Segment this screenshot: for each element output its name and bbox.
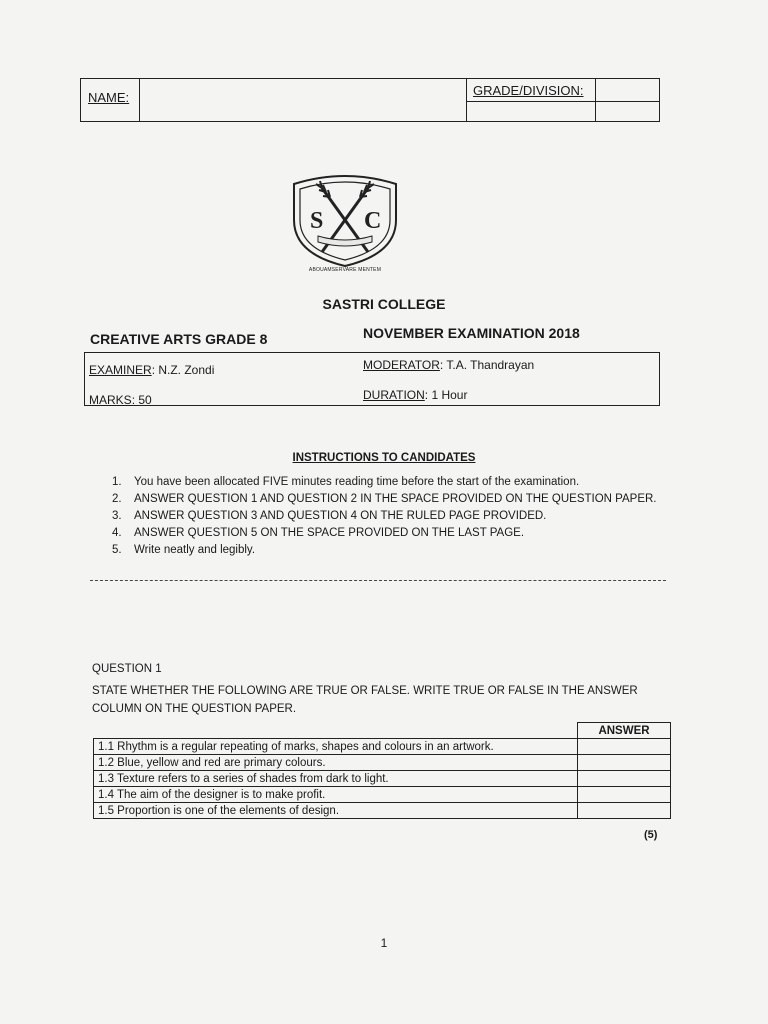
duration-value: : 1 Hour: [424, 388, 468, 402]
instruction-item: 2. ANSWER QUESTION 1 AND QUESTION 2 IN THE SPACE PROVIDED ON THE QUESTION PAPER.: [112, 493, 657, 505]
table-row: [94, 739, 671, 755]
name-label: NAME:: [88, 90, 130, 105]
grade-value-cell[interactable]: [595, 79, 596, 121]
answer-cell[interactable]: [578, 739, 671, 755]
crest-motto: ABOUAMSERVARE MENTEM: [308, 267, 382, 273]
question-1-heading: QUESTION 1: [92, 663, 162, 675]
marks-row: [89, 393, 152, 407]
answer-table: [93, 722, 671, 819]
grade-label-cell: [466, 79, 467, 121]
section-divider: [90, 580, 666, 581]
exam-info-box: [84, 352, 660, 406]
page-number: 1: [380, 936, 388, 950]
instruction-item: 5. Write neatly and legibly.: [112, 544, 256, 556]
instruction-item: 3. ANSWER QUESTION 3 AND QUESTION 4 ON THE RULED PAGE PROVIDED.: [112, 510, 547, 522]
table-row: [94, 755, 671, 771]
answer-cell[interactable]: [578, 755, 671, 771]
examiner-row: [89, 363, 214, 377]
crest-letter-c: C: [364, 208, 382, 234]
question-1-instruction: STATE WHETHER THE FOLLOWING ARE TRUE OR FALSE. WRITE TRUE OR FALSE IN THE ANSWER COLUMN ON THE QUESTION PAPER.: [92, 685, 638, 715]
instruction-item: 4. ANSWER QUESTION 5 ON THE SPACE PROVIDED ON THE LAST PAGE.: [112, 527, 525, 539]
marks-label: MARKS: [89, 393, 132, 407]
grade-label: GRADE/DIVISION:: [473, 83, 584, 98]
table-row: [94, 803, 671, 819]
instructions-list: [112, 474, 657, 559]
duration-label: DURATION: [363, 388, 425, 402]
subject-title: CREATIVE ARTS GRADE 8: [90, 331, 268, 347]
question-text: 1.2 Blue, yellow and red are primary colours.: [94, 755, 578, 771]
moderator-row: [363, 358, 534, 372]
question-text: 1.1 Rhythm is a regular repeating of marks, shapes and colours in an artwork.: [94, 739, 578, 755]
examiner-label: EXAMINER: [89, 363, 152, 377]
table-row: [94, 787, 671, 803]
moderator-value: : T.A. Thandrayan: [439, 358, 535, 372]
examiner-value: : N.Z. Zondi: [151, 363, 215, 377]
moderator-label: MODERATOR: [363, 358, 440, 372]
crest-letter-s: S: [310, 208, 324, 234]
answer-column-header: ANSWER: [578, 723, 671, 739]
table-header-row: [94, 723, 671, 739]
duration-row: [363, 388, 467, 402]
marks-value: : 50: [131, 393, 152, 407]
instruction-item: 1. You have been allocated FIVE minutes reading time before the start of the examination.: [112, 476, 580, 488]
name-grade-box: [80, 78, 660, 122]
question-text: 1.4 The aim of the designer is to make profit.: [94, 787, 578, 803]
instructions-title: INSTRUCTIONS TO CANDIDATES: [292, 452, 476, 464]
answer-cell[interactable]: [578, 771, 671, 787]
school-name: SASTRI COLLEGE: [322, 296, 446, 312]
answer-cell[interactable]: [578, 803, 671, 819]
question-1-marks: (5): [644, 829, 658, 841]
table-row: [94, 771, 671, 787]
answer-cell[interactable]: [578, 787, 671, 803]
school-crest-logo: [284, 172, 406, 268]
question-text: 1.5 Proportion is one of the elements of design.: [94, 803, 578, 819]
grade-divider: [466, 101, 659, 102]
exam-title: NOVEMBER EXAMINATION 2018: [363, 325, 580, 341]
question-text: 1.3 Texture refers to a series of shades from dark to light.: [94, 771, 578, 787]
